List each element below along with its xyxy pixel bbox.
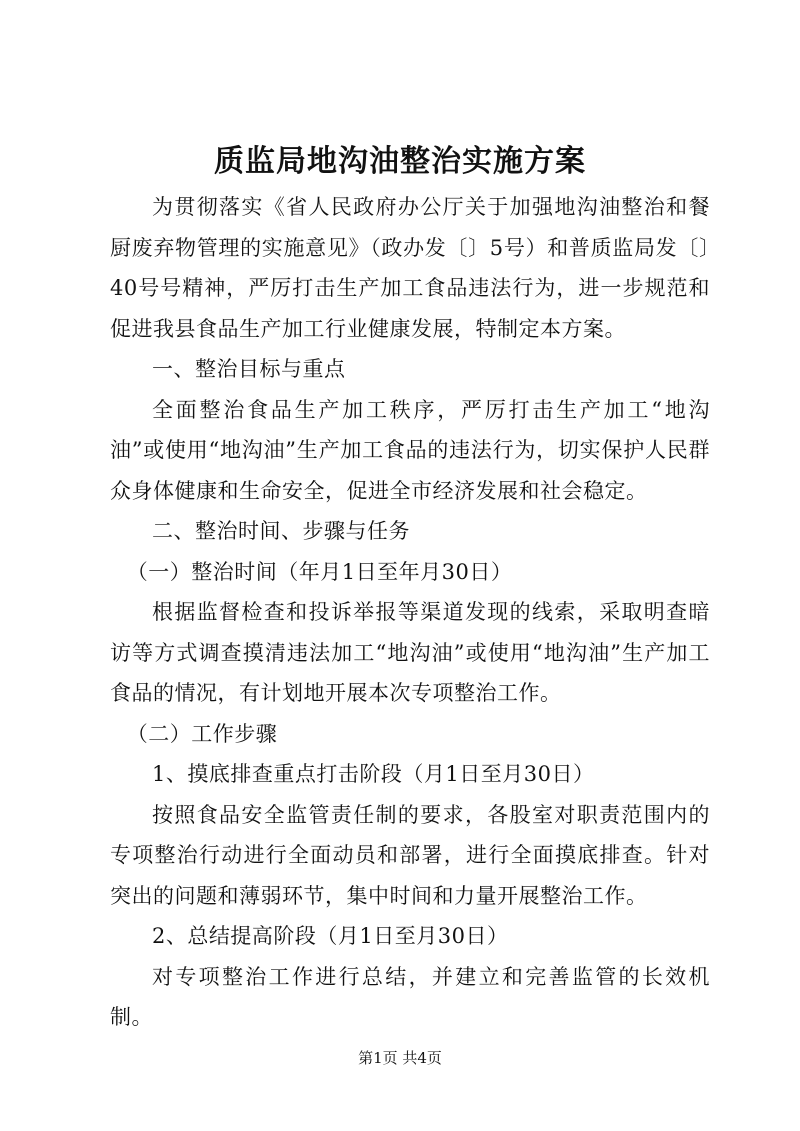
step-1-heading: 1、摸底排查重点打击阶段（月1日至月30日） (152, 762, 595, 786)
time-paragraph: 根据监督检查和投诉举报等渠道发现的线索，采取明查暗访等方式调查摸清违法加工“地沟油”或使用“地沟油”生产加工食品的情况，有计划地开展本次专项整治工作。 (110, 600, 710, 705)
section-heading-goals: 一、整治目标与重点 (152, 357, 346, 381)
document-body (110, 187, 710, 1038)
subsection-heading-steps: （二）工作步骤 (126, 721, 278, 746)
page-footer: 第1页 共4页 (358, 1049, 442, 1067)
goals-paragraph: 全面整治食品生产加工秩序，严厉打击生产加工“地沟油”或使用“地沟油”生产加工食品的违法行为，切实保护人民群众身体健康和生命安全，促进全市经济发展和社会稳定。 (110, 397, 710, 503)
section-heading-schedule: 二、整治时间、步骤与任务 (152, 519, 410, 543)
intro-paragraph: 为贯彻落实《省人民政府办公厅关于加强地沟油整治和餐厨废弃物管理的实施意见》（政办发〔〕5号）和普质监局发〔〕40号号精神，严厉打击生产加工食品违法行为，进一步规范和促进我县食品生产加工行业健康发展，特制定本方案。 (110, 195, 710, 341)
step-2-paragraph: 对专项整治工作进行总结，并建立和完善监管的长效机制。 (110, 964, 710, 1029)
subsection-heading-time: （一）整治时间（年月1日至年月30日） (126, 559, 513, 584)
document-title: 质监局地沟油整治实施方案 (214, 144, 586, 179)
step-2-heading: 2、总结提高阶段（月1日至月30日） (152, 924, 509, 948)
step-1-paragraph: 按照食品安全监管责任制的要求，各股室对职责范围内的专项整治行动进行全面动员和部署，进行全面摸底排查。针对突出的问题和薄弱环节，集中时间和力量开展整治工作。 (110, 802, 710, 908)
